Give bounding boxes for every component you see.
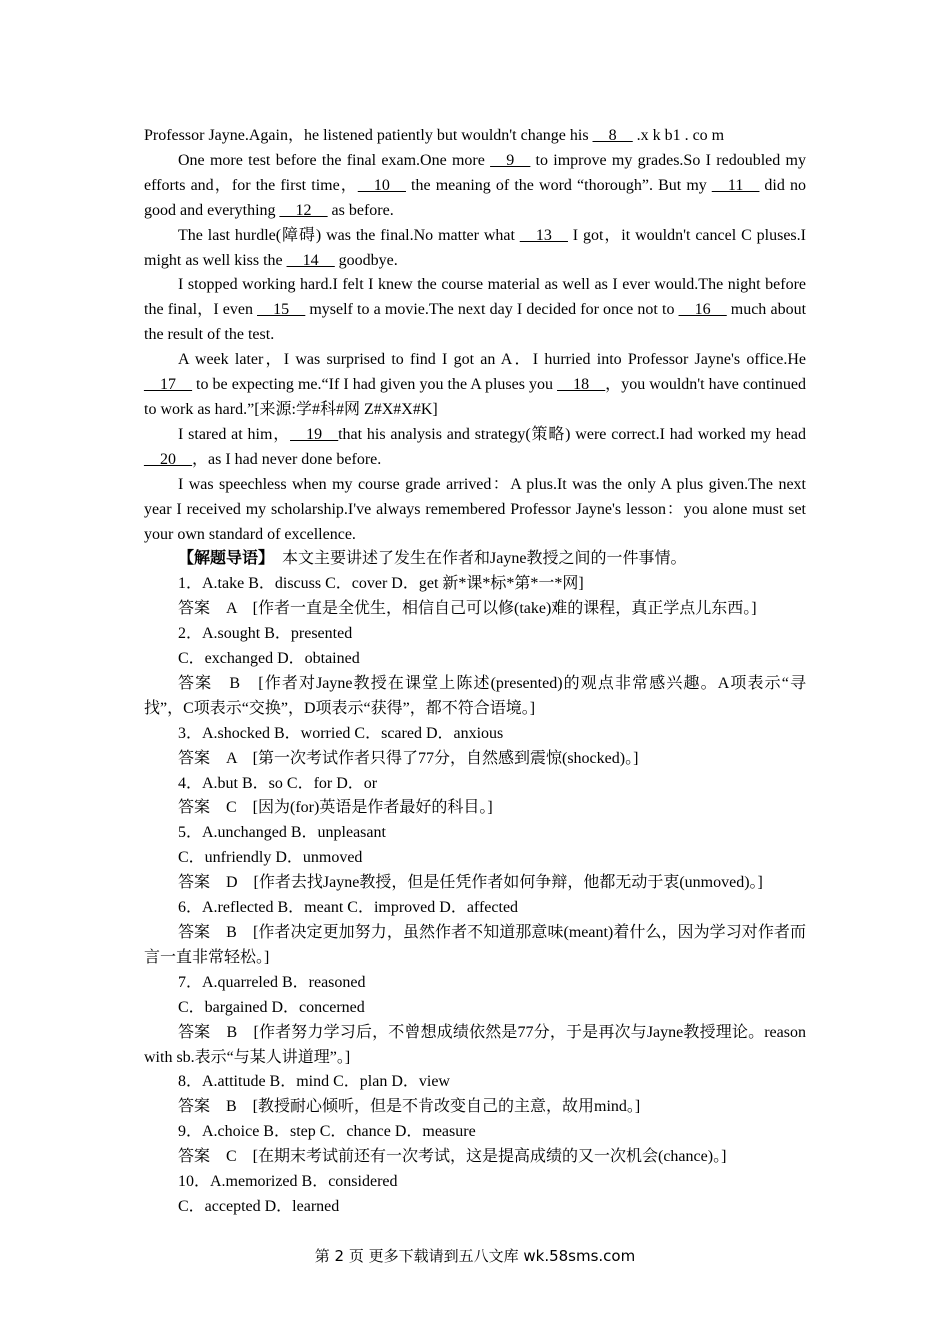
passage-paragraph: I stared at him，__19__that his analysis and strategy(策略) were correct.I had worked my head __20__，as I had never done before. — [144, 425, 806, 468]
question-options: C．exchanged D．obtained — [178, 650, 360, 668]
question-options: 5．A.unchanged B．unpleasant — [178, 824, 386, 842]
passage-paragraph: Professor Jayne.Again，he listened patiently but wouldn't change his __8__ .x k b1 . co m — [144, 127, 725, 144]
answer-line: 答案 C [因为(for)英语是作者最好的科目。] — [178, 799, 493, 817]
blank-14: __14__ — [286, 251, 335, 269]
answer-line: 答案 C [在期末考试前还有一次考试，这是提高成绩的又一次机会(chance)。] — [178, 1148, 727, 1166]
answer-line: 答案 D [作者去找Jayne教授，但是任凭作者如何争辩，他都无动于衷(unmoved)。] — [178, 874, 763, 892]
passage-paragraph: One more test before the final exam.One more __9__ to improve my grades.So I redoubled my efforts and，for the first time，__10__ the meaning of the word “thorough”. But my __11__ did no good and everything __12__ as before. — [144, 151, 807, 219]
answer-line: 答案 B [作者努力学习后，不曾想成绩依然是77分，于是再次与Jayne教授理论。reason with sb.表示“与某人讲道理”。] — [144, 1023, 806, 1066]
blank-11: __11__ — [711, 176, 760, 194]
question-options: 9．A.choice B．step C．chance D．measure — [178, 1123, 476, 1141]
guide-label: 【解题导语】 — [178, 550, 267, 568]
blank-15: __15__ — [257, 301, 306, 319]
blank-10: __10__ — [357, 176, 406, 194]
guide-text: 本文主要讲述了发生在作者和Jayne教授之间的一件事情。 — [266, 550, 687, 568]
question-options: 3．A.shocked B．worried C．scared D．anxious — [178, 724, 504, 742]
page-footer: 第 2 页 更多下载请到五八文库 wk.58sms.com — [314, 1247, 636, 1265]
passage-paragraph: A week later，I was surprised to find I got an A．I hurried into Professor Jayne's office.He __17__ to be expecting me.“If I had given you the A pluses you __18__，you wouldn't have continued to work as hard.”[来源:学#科#网 Z#X#X#K] — [144, 351, 806, 418]
blank-8: __8__ — [592, 127, 633, 144]
answer-line: 答案 B [教授耐心倾听，但是不肯改变自己的主意，故用mind。] — [178, 1098, 641, 1116]
blank-17: __17__ — [144, 376, 192, 394]
answer-line: 答案 A [作者一直是全优生，相信自己可以修(take)难的课程，真正学点儿东西。] — [178, 600, 757, 618]
blank-19: __19__ — [290, 425, 339, 443]
page-content — [144, 124, 806, 1220]
question-options: C．unfriendly D．unmoved — [178, 849, 363, 867]
question-options: 7．A.quarreled B．reasoned — [178, 973, 366, 991]
question-options: 10．A.memorized B．considered — [178, 1173, 398, 1191]
answer-line: 答案 B [作者对Jayne教授在课堂上陈述(presented)的观点非常感兴趣。A项表示“寻找”，C项表示“交换”，D项表示“获得”，都不符合语境。] — [144, 674, 806, 717]
guide-line — [144, 547, 806, 572]
blank-12: __12__ — [279, 201, 328, 219]
blank-16: __16__ — [678, 301, 727, 319]
blank-18: __18__ — [557, 376, 606, 394]
question-options: 2．A.sought B．presented — [178, 625, 353, 643]
question-options: 4．A.but B．so C．for D．or — [178, 774, 378, 792]
question-options: C．accepted D．learned — [178, 1197, 340, 1215]
passage-paragraph: The last hurdle(障碍) was the final.No matter what __13__ I got，it wouldn't cancel C pluses.I might as well kiss the __14__ goodbye. — [144, 226, 806, 269]
passage-paragraph: I stopped working hard.I felt I knew the course material as well as I ever would.The night before the final，I even __15__ myself to a movie.The next day I decided for once not to __16__ much about the result of the test. — [144, 276, 807, 344]
question-options: C．bargained D．concerned — [178, 998, 365, 1016]
answer-line: 答案 A [第一次考试作者只得了77分，自然感到震惊(shocked)。] — [178, 749, 639, 767]
blank-13: __13__ — [519, 226, 568, 244]
question-options: 1．A.take B．discuss C．cover D．get 新*课*标*第*一*网] — [178, 575, 584, 593]
blank-20: __20__ — [144, 450, 192, 468]
question-options: 6．A.reflected B．meant C．improved D．affected — [178, 899, 519, 917]
blank-9: __9__ — [490, 151, 531, 169]
answer-line: 答案 B [作者决定更加努力，虽然作者不知道那意味(meant)着什么，因为学习对作者而言一直非常轻松。] — [144, 924, 806, 966]
passage-paragraph: I was speechless when my course grade arrived：A plus.It was the only A plus given.The next year I received my scholarship.I've always remembered Professor Jayne's lesson：you alone must set your own standard of excellence. — [144, 475, 806, 543]
question-options: 8．A.attitude B．mind C．plan D．view — [178, 1073, 450, 1091]
